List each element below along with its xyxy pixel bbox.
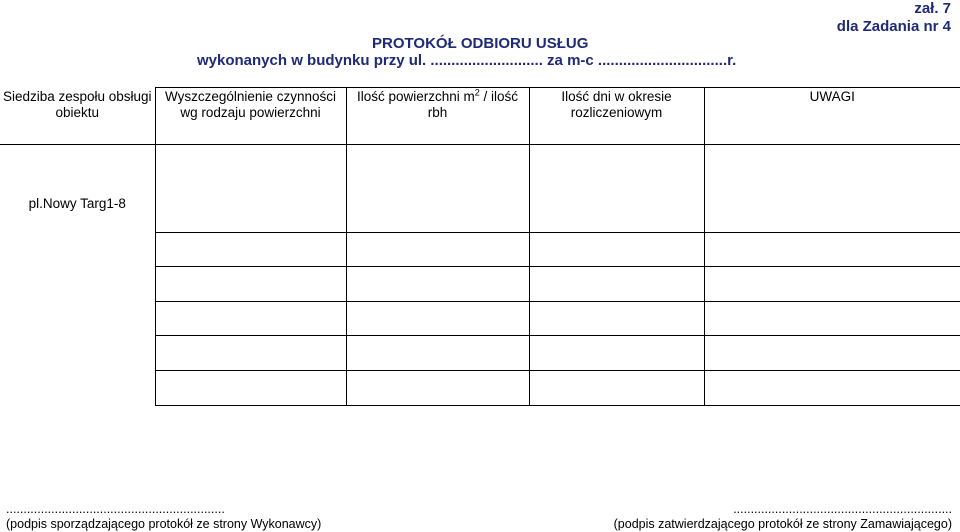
table-cell bbox=[155, 336, 346, 371]
table-cell bbox=[346, 145, 529, 233]
header-remarks: UWAGI bbox=[704, 88, 960, 145]
table-cell bbox=[529, 336, 704, 371]
table-cell bbox=[155, 233, 346, 267]
header-area-sup: 2 bbox=[474, 87, 480, 98]
title-main: PROTOKÓŁ ODBIORU USŁUG bbox=[372, 35, 589, 52]
client-signature-line: ............................................................... bbox=[733, 502, 952, 516]
table-cell bbox=[346, 233, 529, 267]
header-location: Siedziba zespołu obsługi obiektu bbox=[0, 88, 155, 145]
header-area-prefix: Ilość powierzchni m bbox=[356, 89, 475, 104]
header-days: Ilość dni w okresie rozliczeniowym bbox=[529, 88, 704, 145]
attachment-label bbox=[837, 0, 951, 36]
table-cell bbox=[529, 145, 704, 233]
attachment-number: zał. 7 bbox=[914, 0, 951, 17]
table-cell bbox=[155, 371, 346, 406]
table-cell bbox=[704, 371, 960, 406]
table-cell bbox=[346, 267, 529, 302]
header-activity: Wyszczególnienie czynności wg rodzaju powierzchni bbox=[155, 88, 346, 145]
title-subtitle: wykonanych w budynku przy ul. ........................... za m-c ...............................r. bbox=[197, 52, 737, 69]
contractor-signature-label: (podpis sporządzającego protokół ze strony Wykonawcy) bbox=[6, 517, 322, 531]
table-cell bbox=[529, 267, 704, 302]
location-value: pl.Nowy Targ1-8 bbox=[28, 196, 126, 211]
contractor-signature bbox=[6, 502, 321, 532]
table-cell bbox=[704, 302, 960, 336]
table-cell bbox=[704, 233, 960, 267]
table-cell bbox=[529, 302, 704, 336]
table-cell bbox=[155, 145, 346, 233]
table-cell bbox=[529, 233, 704, 267]
table-cell bbox=[155, 267, 346, 302]
table-cell bbox=[346, 302, 529, 336]
table-cell bbox=[155, 302, 346, 336]
location-cell bbox=[0, 145, 155, 406]
table-cell bbox=[346, 336, 529, 371]
table-cell bbox=[704, 267, 960, 302]
client-signature-label: (podpis zatwierdzającego protokół ze strony Zamawiającego) bbox=[613, 517, 952, 531]
table-row bbox=[0, 145, 960, 233]
table-header-row bbox=[0, 88, 960, 145]
client-signature bbox=[614, 502, 952, 532]
table-cell bbox=[346, 371, 529, 406]
attachment-task: dla Zadania nr 4 bbox=[836, 18, 951, 35]
table-cell bbox=[529, 371, 704, 406]
header-area-suffix: / ilość rbh bbox=[427, 89, 519, 120]
header-area bbox=[346, 88, 529, 145]
table-cell bbox=[704, 336, 960, 371]
table-cell bbox=[704, 145, 960, 233]
contractor-signature-line: ............................................................... bbox=[6, 502, 225, 516]
protocol-table bbox=[0, 87, 960, 406]
